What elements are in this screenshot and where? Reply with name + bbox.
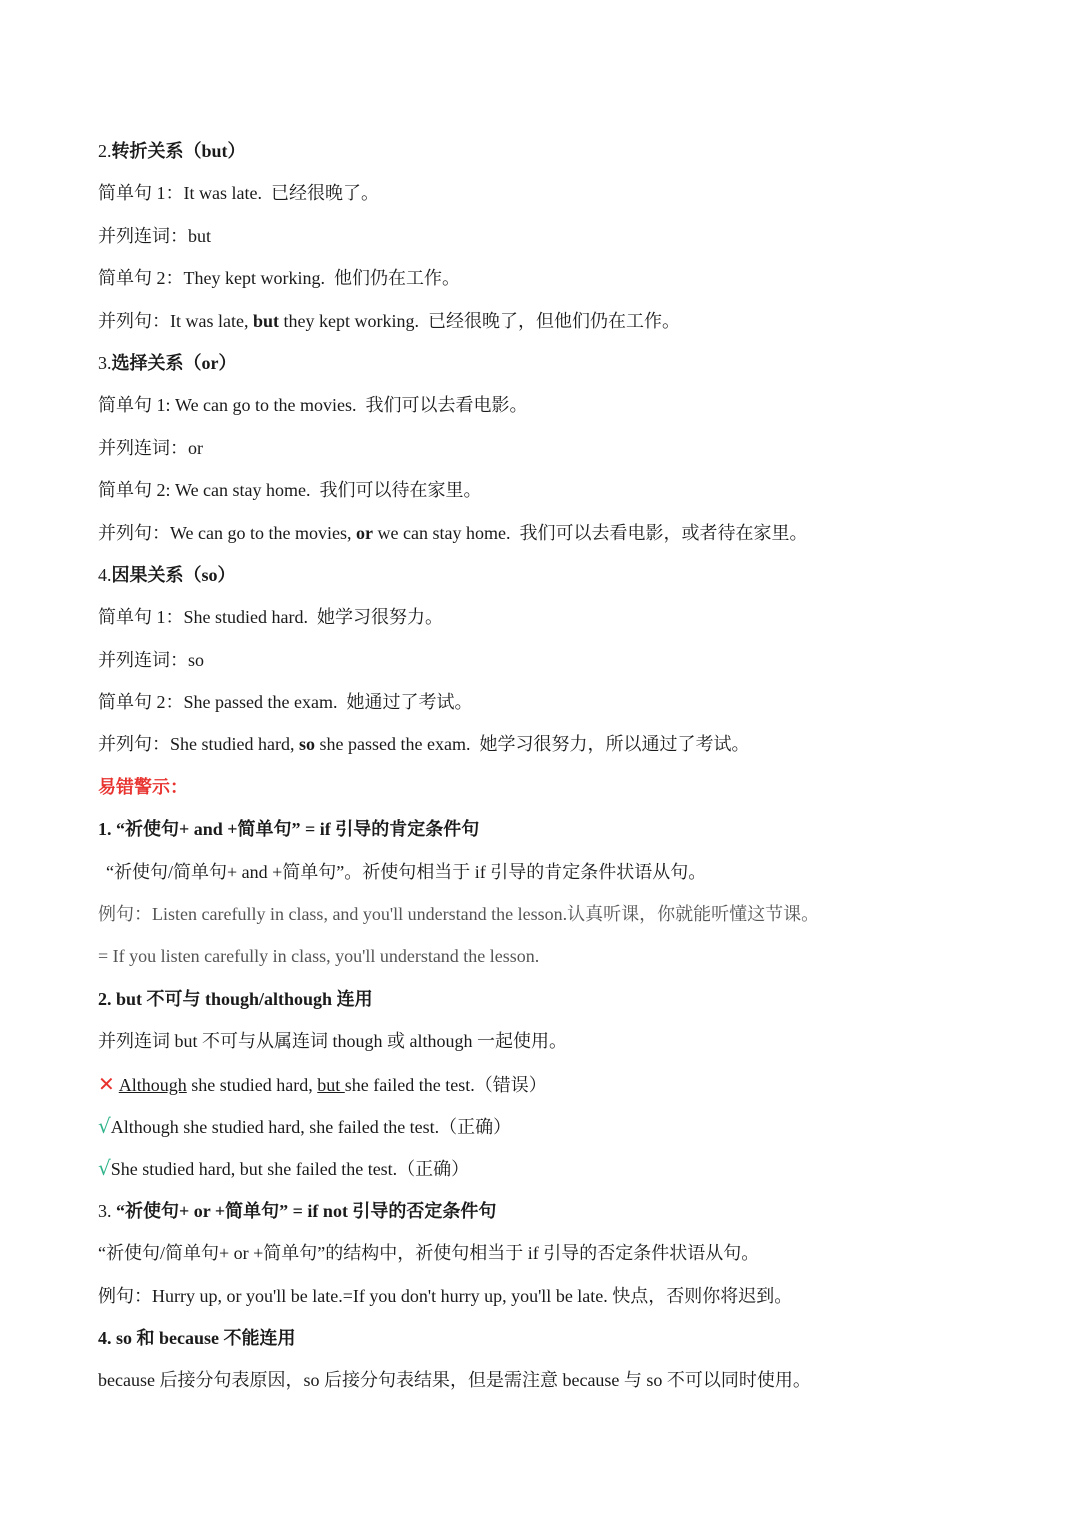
english-text: It was late, [170, 310, 253, 331]
chinese-text: 她学习很努力，所以通过了考试。 [479, 734, 750, 755]
label: 简单句 2： [98, 692, 184, 713]
english-text: It was late. [183, 183, 262, 204]
conjunction-bold: so [298, 734, 315, 755]
label: 并列句： [98, 310, 170, 331]
warning-point-3-example: 例句：Hurry up, or you'll be late.=If you don't hurry up, you'll be late. 快点，否则你将迟到。 [98, 1285, 793, 1306]
warning-point-1-equivalent: = If you listen carefully in class, you'll understand the lesson. [98, 946, 540, 967]
check-icon: √ [98, 1113, 111, 1138]
warning-point-2-heading: 2. but 不可与 though/although 连用 [98, 988, 373, 1009]
chinese-text: 已经很晚了。 [270, 183, 379, 204]
cross-icon: ✕ [98, 1071, 115, 1096]
english-text: Although she studied hard, she failed the test.（正确） [110, 1116, 512, 1137]
english-text: We can go to the movies, [170, 522, 357, 543]
underlined-word: but [317, 1074, 345, 1095]
simple-sentence-2 [98, 469, 998, 511]
section-title: 转折关系（but） [111, 141, 246, 161]
label: 简单句 1： [98, 607, 184, 628]
english-text: She studied hard, but she failed the test.（正确） [110, 1159, 470, 1180]
conjunction-bold: but [252, 310, 279, 331]
warning-point-4-desc: because 后接分句表原因，so 后接分句表结果，但是需注意 because 与 so 不可以同时使用。 [98, 1370, 811, 1391]
check-icon: √ [98, 1156, 111, 1181]
label: 并列句： [98, 734, 170, 755]
conjunction: or [188, 437, 203, 458]
chinese-text: 她通过了考试。 [346, 692, 473, 713]
warning-point-3-heading [98, 1190, 998, 1232]
english-text: She studied hard. [183, 607, 308, 628]
simple-sentence-2 [98, 681, 998, 723]
simple-sentence-1 [98, 596, 998, 638]
section-number: 3. [98, 352, 112, 373]
conjunction-line [98, 639, 998, 681]
conjunction: so [188, 649, 205, 670]
label: 并列连词： [98, 437, 188, 458]
english-text: She studied hard, [170, 734, 299, 755]
compound-sentence [98, 512, 998, 554]
english-text: she passed the exam. [315, 734, 471, 755]
correct-example-1 [98, 1105, 998, 1147]
section-heading [98, 130, 998, 172]
warning-point-4-heading: 4. so 和 because 不能连用 [98, 1327, 296, 1348]
compound-sentence [98, 723, 998, 765]
section-heading [98, 554, 998, 596]
section-number: 2. [98, 141, 112, 161]
english-text: we can stay home. [373, 522, 511, 543]
label: 并列连词： [98, 225, 188, 246]
label: 简单句 2： [98, 268, 184, 289]
point-number: 3. [98, 1200, 116, 1221]
chinese-text: 我们可以去看电影，或者待在家里。 [519, 522, 808, 543]
conjunction-line [98, 215, 998, 257]
section-heading [98, 342, 998, 384]
english-text: she failed the test.（错误） [344, 1074, 547, 1095]
warning-point-1-example: 例句：Listen carefully in class, and you'll understand the lesson.认真听课，你就能听懂这节课。 [98, 904, 820, 925]
document-page [98, 130, 998, 1402]
chinese-text: 她学习很努力。 [316, 607, 443, 628]
label: 简单句 1： [98, 183, 184, 204]
chinese-text: 我们可以去看电影。 [365, 395, 528, 416]
label: 简单句 2: [98, 480, 176, 501]
english-text: They kept working. [183, 268, 325, 289]
warning-point-3-desc: “祈使句/简单句+ or +简单句”的结构中，祈使句相当于 if 引导的否定条件状语从句。 [98, 1243, 760, 1264]
label: 并列句： [98, 522, 170, 543]
conjunction-line [98, 427, 998, 469]
warning-point-2-desc: 并列连词 but 不可与从属连词 though 或 although 一起使用。 [98, 1031, 567, 1052]
simple-sentence-1 [98, 172, 998, 214]
section-number: 4. [98, 564, 112, 585]
english-text: they kept working. [278, 310, 419, 331]
english-text: She passed the exam. [183, 692, 338, 713]
chinese-text: 已经很晚了，但他们仍在工作。 [427, 310, 680, 331]
conjunction-bold: or [356, 522, 374, 543]
simple-sentence-1 [98, 384, 998, 426]
english-text: We can stay home. [175, 480, 311, 501]
english-text: she studied hard, [186, 1074, 318, 1095]
chinese-text: 他们仍在工作。 [333, 268, 460, 289]
english-text: We can go to the movies. [175, 395, 357, 416]
chinese-text: 我们可以待在家里。 [319, 480, 482, 501]
section-title: 因果关系（so） [111, 564, 236, 585]
warning-point-1-desc: “祈使句/简单句+ and +简单句”。祈使句相当于 if 引导的肯定条件状语从句。 [106, 861, 707, 882]
compound-sentence [98, 300, 998, 342]
point-title: “祈使句+ or +简单句” = if not 引导的否定条件句 [116, 1200, 497, 1221]
wrong-example [98, 1063, 998, 1105]
warning-point-1-heading: 1. “祈使句+ and +简单句” = if 引导的肯定条件句 [98, 819, 480, 840]
label: 并列连词： [98, 649, 188, 670]
correct-example-2 [98, 1147, 998, 1189]
simple-sentence-2 [98, 257, 998, 299]
underlined-word: Although [118, 1074, 187, 1095]
label: 简单句 1: [98, 395, 176, 416]
section-title: 选择关系（or） [111, 352, 237, 373]
warning-title: 易错警示： [98, 776, 188, 797]
conjunction: but [188, 225, 212, 246]
